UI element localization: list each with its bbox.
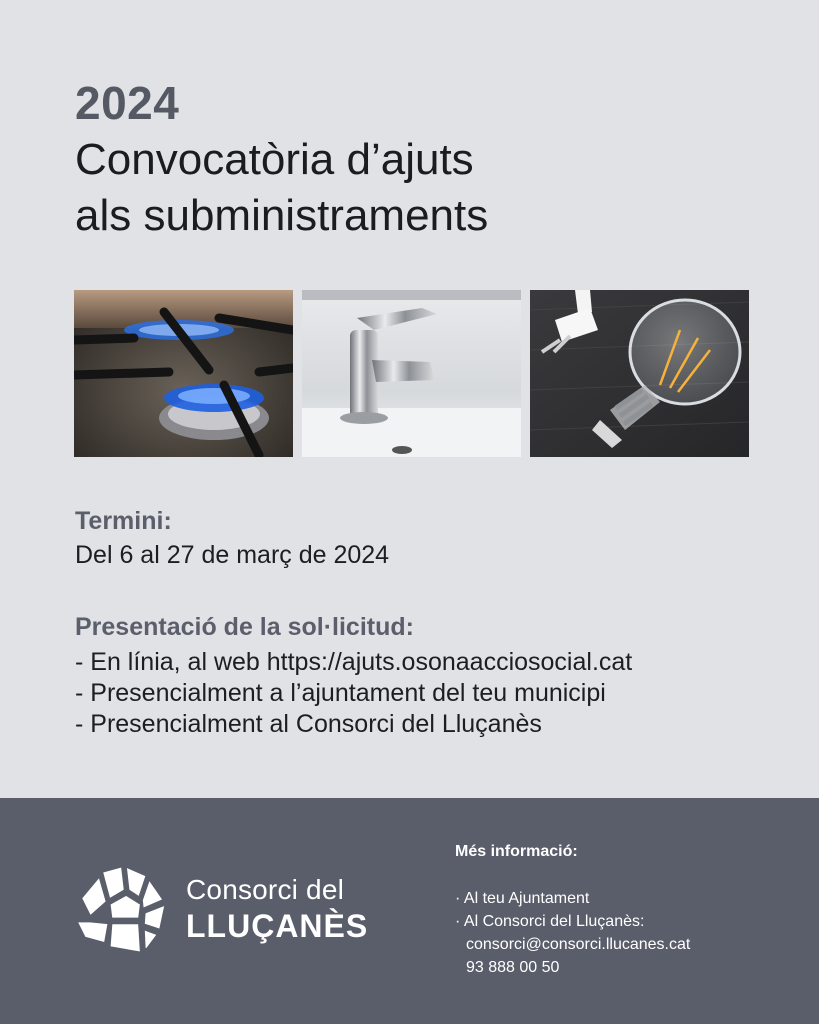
photo-strip bbox=[74, 290, 749, 457]
gas-stove-icon bbox=[74, 290, 293, 457]
info-consortium: · Al Consorci del Lluçanès: bbox=[455, 913, 645, 930]
deadline-heading: Termini: bbox=[75, 507, 172, 535]
year: 2024 bbox=[75, 77, 180, 129]
title-line-1: Convocatòria d’ajuts bbox=[75, 135, 474, 184]
brand-name-bottom: LLUÇANÈS bbox=[186, 908, 369, 944]
light-bulb-icon bbox=[530, 290, 749, 457]
brand-name-top: Consorci del bbox=[186, 874, 345, 905]
deadline-section bbox=[75, 506, 775, 571]
submission-section bbox=[75, 612, 775, 740]
info-email[interactable]: consorci@consorci.llucanes.cat bbox=[466, 936, 691, 953]
submission-item-consortium: - Presencialment al Consorci del Lluçanès bbox=[75, 710, 542, 738]
submission-item-town-hall: - Presencialment a l’ajuntament del teu municipi bbox=[75, 679, 606, 707]
info-town-hall: · Al teu Ajuntament bbox=[455, 890, 590, 907]
gas-stove-photo bbox=[74, 290, 293, 457]
deadline-text: Del 6 al 27 de març de 2024 bbox=[75, 541, 390, 569]
info-phone[interactable]: 93 888 00 50 bbox=[466, 959, 560, 976]
title-line-2: als subministraments bbox=[75, 191, 489, 240]
consorci-logo-icon bbox=[73, 862, 168, 957]
consorci-brand bbox=[186, 874, 368, 944]
more-info-heading: Més informació: bbox=[455, 843, 578, 860]
submission-item-online: - En línia, al web https://ajuts.osonaacciosocial.cat bbox=[75, 648, 633, 676]
water-tap-icon bbox=[302, 290, 521, 457]
more-info bbox=[455, 842, 795, 979]
water-tap-photo bbox=[302, 290, 521, 457]
header bbox=[75, 78, 755, 242]
light-bulb-photo bbox=[530, 290, 749, 457]
submission-heading: Presentació de la sol·licitud: bbox=[75, 613, 414, 641]
